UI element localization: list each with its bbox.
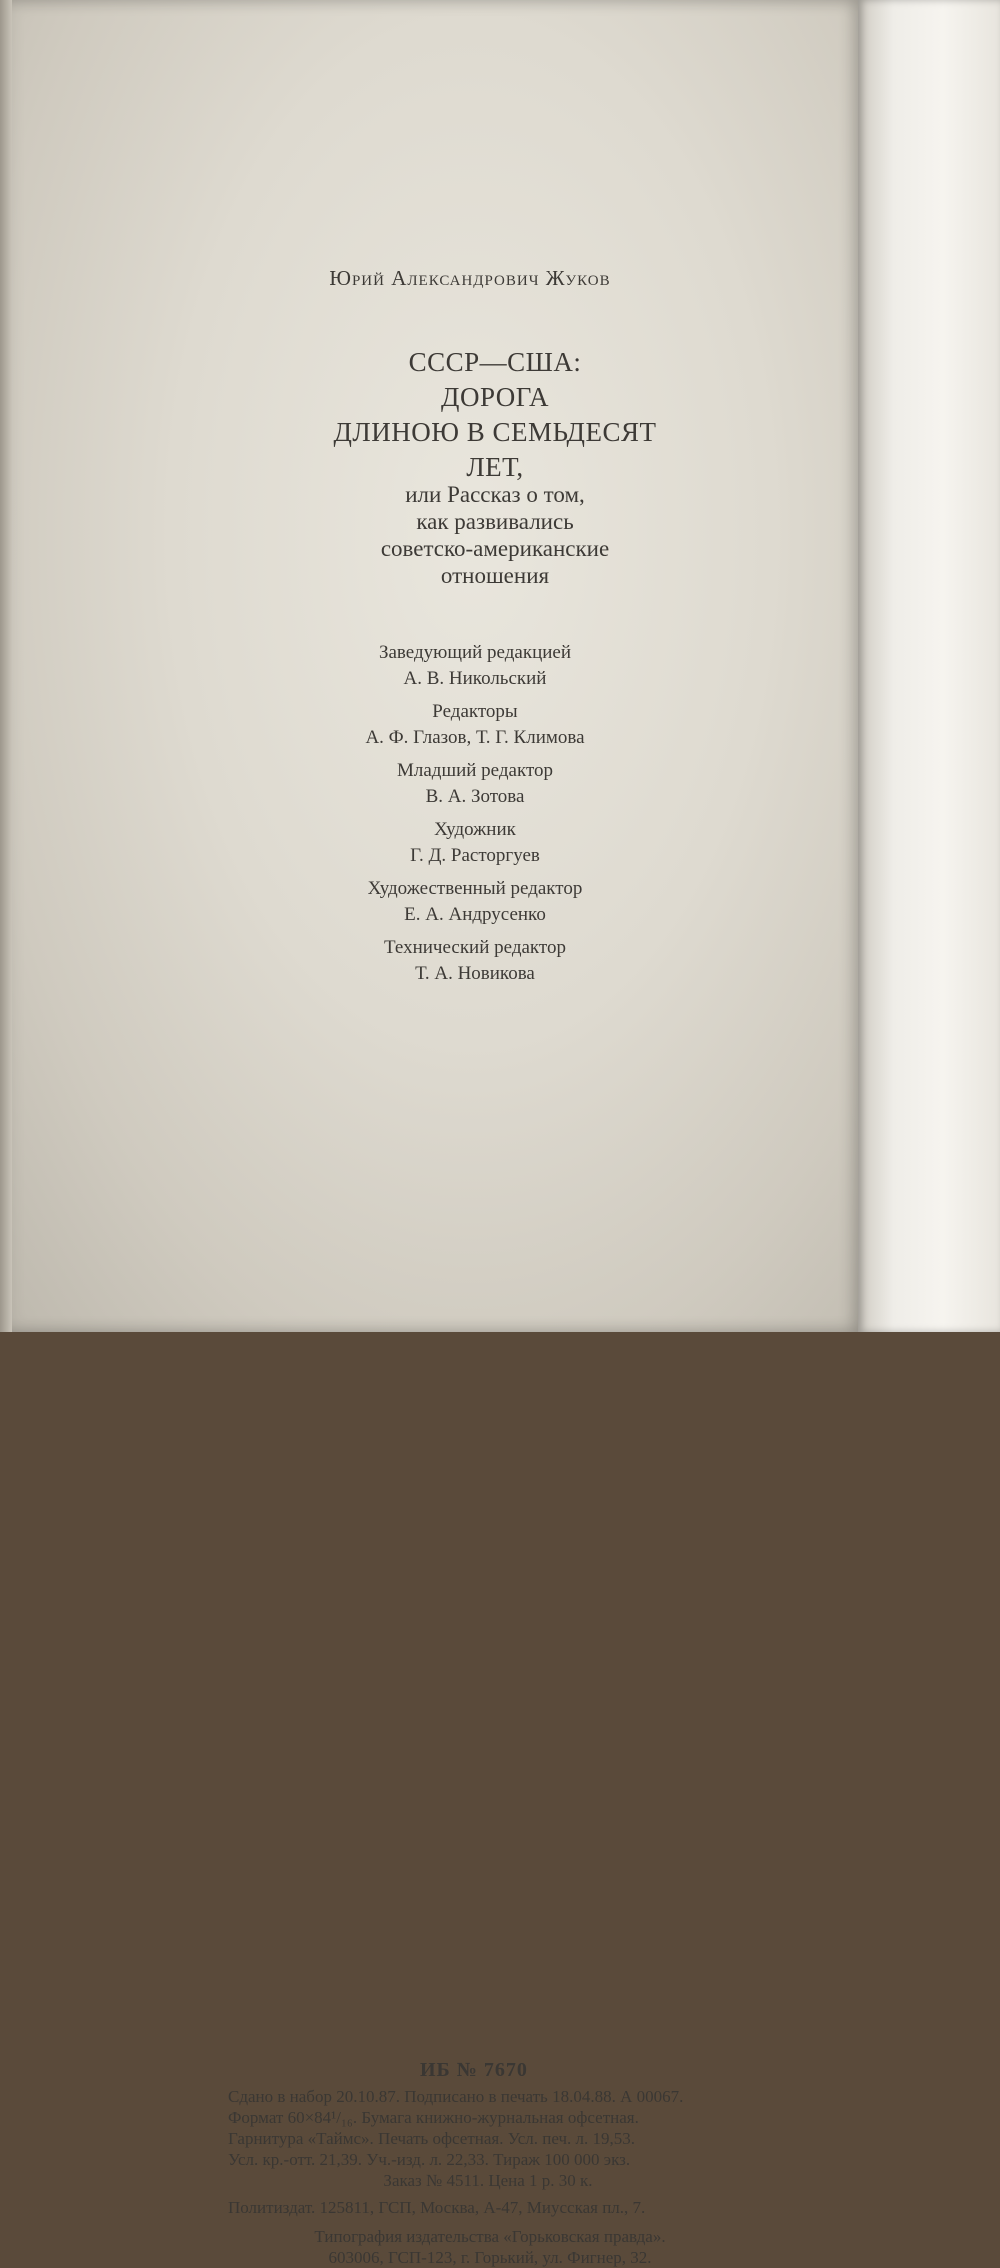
printing-house bbox=[270, 2226, 710, 2268]
credit-entry bbox=[0, 876, 950, 928]
credit-role: Редакторы bbox=[432, 701, 518, 722]
credit-name: Т. А. Новикова bbox=[415, 963, 535, 984]
subtitle-line: советско-американские bbox=[380, 536, 610, 561]
credit-name: Г. Д. Расторгуев bbox=[410, 845, 540, 866]
publisher-address bbox=[228, 2197, 748, 2218]
print-detail-line: Усл. кр.-отт. 21,39. Уч.-изд. л. 22,33. Тираж 100 000 экз. bbox=[228, 2150, 631, 2169]
book-title bbox=[0, 345, 990, 485]
print-detail-line: Заказ № 4511. Цена 1 р. 30 к. bbox=[383, 2171, 593, 2190]
credit-name: А. Ф. Глазов, Т. Г. Климова bbox=[365, 727, 585, 748]
credit-role: Художественный редактор bbox=[367, 878, 583, 899]
credit-name: А. В. Никольский bbox=[403, 668, 547, 689]
credit-role: Заведующий редакцией bbox=[378, 642, 572, 663]
editorial-credits bbox=[0, 640, 950, 994]
credit-role: Младший редактор bbox=[396, 760, 553, 781]
credit-entry bbox=[0, 640, 950, 692]
subtitle-line: или Рассказ о том, bbox=[405, 482, 585, 507]
credit-role: Художник bbox=[434, 819, 516, 840]
title-line: ЛЕТ, bbox=[466, 452, 524, 482]
credit-name: В. А. Зотова bbox=[425, 786, 525, 807]
subtitle-line: отношения bbox=[440, 563, 550, 588]
subtitle-line: как развивались bbox=[416, 509, 574, 534]
credit-entry bbox=[0, 699, 950, 751]
credit-entry bbox=[0, 758, 950, 810]
credit-entry bbox=[0, 935, 950, 987]
printing-house-line: Типография издательства «Горьковская правда». bbox=[314, 2227, 666, 2246]
print-detail-line: Гарнитура «Таймс». Печать офсетная. Усл. печ. л. 19,53. bbox=[228, 2129, 636, 2148]
printing-house-line: 603006, ГСП-123, г. Горький, ул. Фигнер, 32. bbox=[328, 2248, 652, 2267]
title-line: ДЛИНОЮ В СЕМЬДЕСЯТ bbox=[333, 417, 657, 447]
print-detail-line: Сдано в набор 20.10.87. Подписано в печать 18.04.88. А 00067. bbox=[228, 2087, 684, 2106]
title-line: ДОРОГА bbox=[441, 382, 549, 412]
credit-name: Е. А. Андрусенко bbox=[404, 904, 546, 925]
print-detail-line: Формат 60×84¹/₁₆. Бумага книжно-журнальная офсетная. bbox=[228, 2108, 639, 2127]
ib-number: ИБ № 7670 bbox=[420, 2059, 528, 2081]
credit-entry bbox=[0, 817, 950, 869]
book-subtitle bbox=[0, 481, 990, 589]
print-details bbox=[228, 2086, 748, 2191]
publisher-line: Политиздат. 125811, ГСП, Москва, А-47, Миусская пл., 7. bbox=[228, 2198, 646, 2217]
title-line: СССР—США: bbox=[408, 347, 582, 377]
credit-role: Технический редактор bbox=[384, 937, 566, 958]
author-name: Юрий Александрович Жуков bbox=[329, 266, 611, 290]
